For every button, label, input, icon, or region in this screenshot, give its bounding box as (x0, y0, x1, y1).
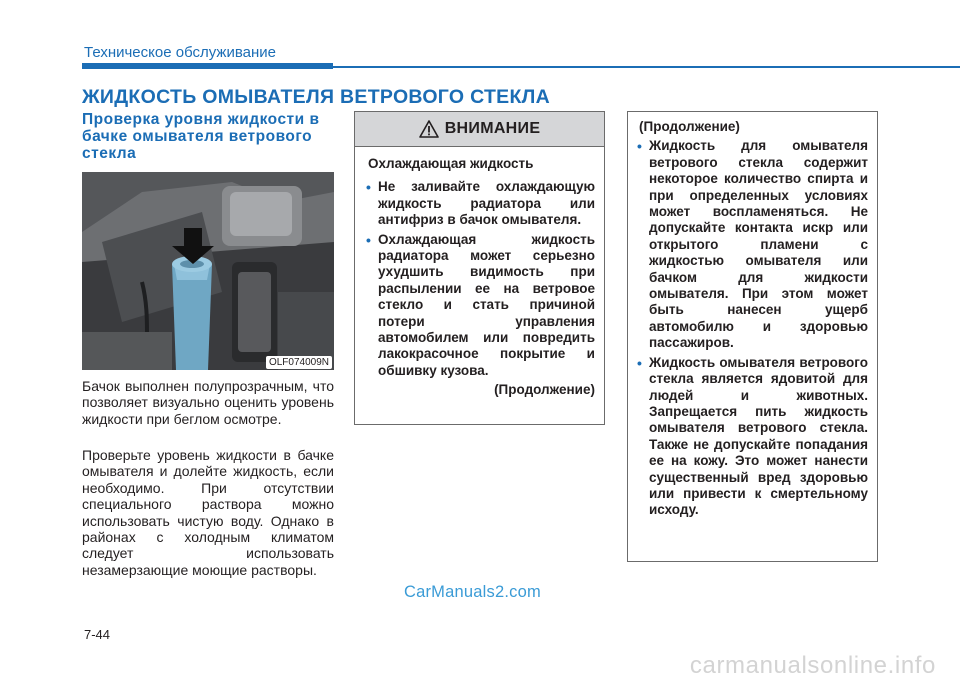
warning-box (354, 111, 605, 425)
washer-reservoir-photo (82, 172, 334, 370)
bullet-icon: • (637, 138, 642, 155)
header-bar (82, 63, 333, 69)
page-number: 7-44 (84, 627, 111, 642)
warning-bullet (639, 355, 868, 519)
continued-note: (Продолжение) (494, 382, 595, 398)
carmanuals-watermark-link[interactable]: CarManuals2.com (404, 583, 541, 601)
warning-header (355, 112, 604, 147)
bullet-icon: • (366, 231, 371, 248)
continued-warning-box (627, 111, 878, 562)
warning-bullet (368, 232, 595, 380)
paragraph: Бачок выполнен полупрозрачным, что позволяет визуально оценить уровень жидкости при беглом осмотре. (82, 378, 334, 427)
warning-triangle-icon (419, 120, 439, 138)
warning-bullet (368, 179, 595, 228)
bullet-text: Не заливайте охлаждающую жидкость радиатора или антифриз в бачок омывателя. (378, 179, 595, 228)
warning-intro: Охлаждающая жидкость (368, 156, 534, 171)
paragraph: Проверьте уровень жидкости в бачке омывателя и долейте жидкость, если необходимо. При отсутствии специального раствора можно использовать чистую воду. Однако в районах с холодным климатом следует использовать незамерзающие моющие растворы. (82, 447, 334, 578)
bullet-icon: • (366, 179, 371, 196)
bullet-icon: • (637, 354, 642, 371)
site-watermark: carmanualsonline.info (689, 652, 936, 679)
continued-intro: (Продолжение) (639, 119, 740, 134)
bullet-text: Жидкость омывателя ветрового стекла является ядовитой для людей и животных. Запрещается пить жидкость омывателя ветрового стекла. Также не допускайте попадания ее на кожу. Это может нанести существенный вред здоровью или привести к смертельному исходу. (649, 354, 868, 518)
bullet-text: Охлаждающая жидкость радиатора может серьезно ухудшить видимость при распылении ее на ветровое стекло и стать причиной потери управления автомобилем или повредить лакокрасочное покрытие и обшивку кузова. (378, 231, 595, 378)
bullet-text: Жидкость для омывателя ветрового стекла содержит некоторое количество спирта и при определенных условиях может воспламеняться. Не допускайте контакта искр или открытого пламени с жидкостью омывателя или бачком для жидкости омывателя. При этом может быть нанесен ущерб автомобилю и здоровью пассажиров. (649, 138, 868, 351)
warning-title: ВНИМАНИЕ (444, 120, 541, 137)
section-title: Техническое обслуживание (84, 44, 276, 61)
subsection-heading: Проверка уровня жидкости в бачке омывателя ветрового стекла (82, 111, 320, 162)
page-title: ЖИДКОСТЬ ОМЫВАТЕЛЯ ВЕТРОВОГО СТЕКЛА (82, 86, 551, 108)
image-code: OLF074009N (266, 356, 332, 369)
warning-bullet (639, 138, 868, 351)
header-rule (333, 66, 960, 68)
